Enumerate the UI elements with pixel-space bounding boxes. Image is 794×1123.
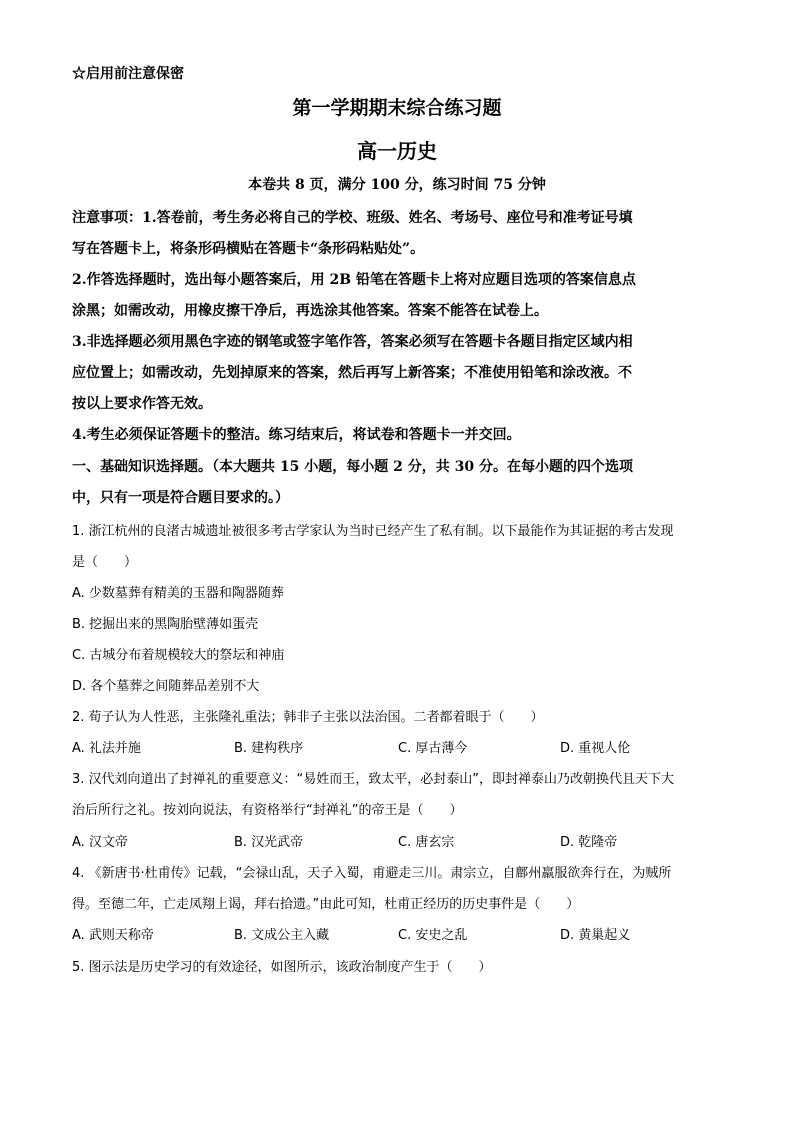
question-4-option-a: A. 武则天称帝 xyxy=(72,928,154,943)
section-heading: 中，只有一项是符合题目要求的。） xyxy=(72,490,289,506)
question-2-option-a: A. 礼法并施 xyxy=(72,741,141,756)
notes-line: 注意事项：1.答卷前，考生务必将自己的学校、班级、姓名、考场号、座位号和准考证号填 xyxy=(72,210,633,226)
question-3-stem: 3. 汉代刘向道出了封禅礼的重要意义：“易姓而王，致太平，必封泰山”，即封禅泰山乃改朝换代且天下大 xyxy=(72,772,675,787)
notes-line: 写在答题卡上，将条形码横贴在答题卡“条形码粘贴处”。 xyxy=(72,241,425,257)
question-1-stem: 1. 浙江杭州的良渚古城遗址被很多考古学家认为当时已经产生了私有制。以下最能作为其证据的考古发现 xyxy=(72,524,674,539)
notes-line: 涂黑；如需改动，用橡皮擦干净后，再选涂其他答案。答案不能答在试卷上。 xyxy=(72,303,548,319)
question-1-option-a: A. 少数墓葬有精美的玉器和陶器随葬 xyxy=(72,586,284,601)
question-3-stem: 治后所行之礼。按刘向说法，有资格举行“封禅礼”的帝王是（ ） xyxy=(72,803,463,818)
subject-title: 高一历史 xyxy=(357,139,437,163)
question-1-option-c: C. 古城分布着规模较大的祭坛和神庙 xyxy=(72,648,285,663)
notes-line: 3.非选择题必须用黑色字迹的钢笔或签字笔作答，答案必须写在答题卡各题目指定区域内相 xyxy=(72,334,633,350)
question-1-stem: 是（ ） xyxy=(72,555,138,570)
question-4-stem: 4. 《新唐书·杜甫传》记载，“会禄山乱，天子入蜀，甫避走三川。肃宗立，自鄜州羸服欲奔行在，为贼所 xyxy=(72,866,672,881)
notes-line: 2.作答选择题时，选出每小题答案后，用 2B 铅笔在答题卡上将对应题目选项的答案信息点 xyxy=(72,272,636,288)
question-1-option-d: D. 各个墓葬之间随葬品差别不大 xyxy=(72,679,260,694)
question-2-options xyxy=(72,737,732,755)
question-3-option-a: A. 汉文帝 xyxy=(72,835,128,850)
question-1-option-b: B. 挖掘出来的黑陶胎壁薄如蛋壳 xyxy=(72,617,259,632)
question-2-option-b: B. 建构秩序 xyxy=(234,741,304,756)
question-3-options xyxy=(72,831,732,849)
question-4-option-d: D. 黄巢起义 xyxy=(560,928,631,943)
section-heading: 一、基础知识选择题。（本大题共 15 小题，每小题 2 分，共 30 分。在每小题的四个选项 xyxy=(72,459,633,475)
question-4-option-c: C. 安史之乱 xyxy=(398,928,468,943)
question-5-stem: 5. 图示法是历史学习的有效途径，如图所示，该政治制度产生于（ ） xyxy=(72,960,492,975)
question-3-option-d: D. 乾隆帝 xyxy=(560,835,618,850)
question-4-options xyxy=(72,924,732,942)
notes-line: 4.考生必须保证答题卡的整洁。练习结束后，将试卷和答题卡一并交回。 xyxy=(72,427,521,443)
question-2-stem: 2. 荀子认为人性恶，主张隆礼重法；韩非子主张以法治国。二者都着眼于（ ） xyxy=(72,710,544,725)
question-2-option-c: C. 厚古薄今 xyxy=(398,741,468,756)
question-2-option-d: D. 重视人伦 xyxy=(560,741,631,756)
question-3-option-b: B. 汉光武帝 xyxy=(234,835,304,850)
exam-title: 第一学期期末综合练习题 xyxy=(292,97,502,119)
question-4-stem: 得。至德二年，亡走凤翔上谒，拜右拾遗。”由此可知，杜甫正经历的历史事件是（ ） xyxy=(72,897,580,912)
notes-line: 按以上要求作答无效。 xyxy=(72,396,212,412)
exam-meta: 本卷共 8 页，满分 100 分，练习时间 75 分钟 xyxy=(248,177,546,193)
question-3-option-c: C. 唐玄宗 xyxy=(398,835,455,850)
notes-line: 应位置上；如需改动，先划掉原来的答案，然后再写上新答案；不准使用铅笔和涂改液。不 xyxy=(72,365,632,381)
question-4-option-b: B. 文成公主入藏 xyxy=(234,928,330,943)
confidential-mark: ☆启用前注意保密 xyxy=(72,66,184,82)
